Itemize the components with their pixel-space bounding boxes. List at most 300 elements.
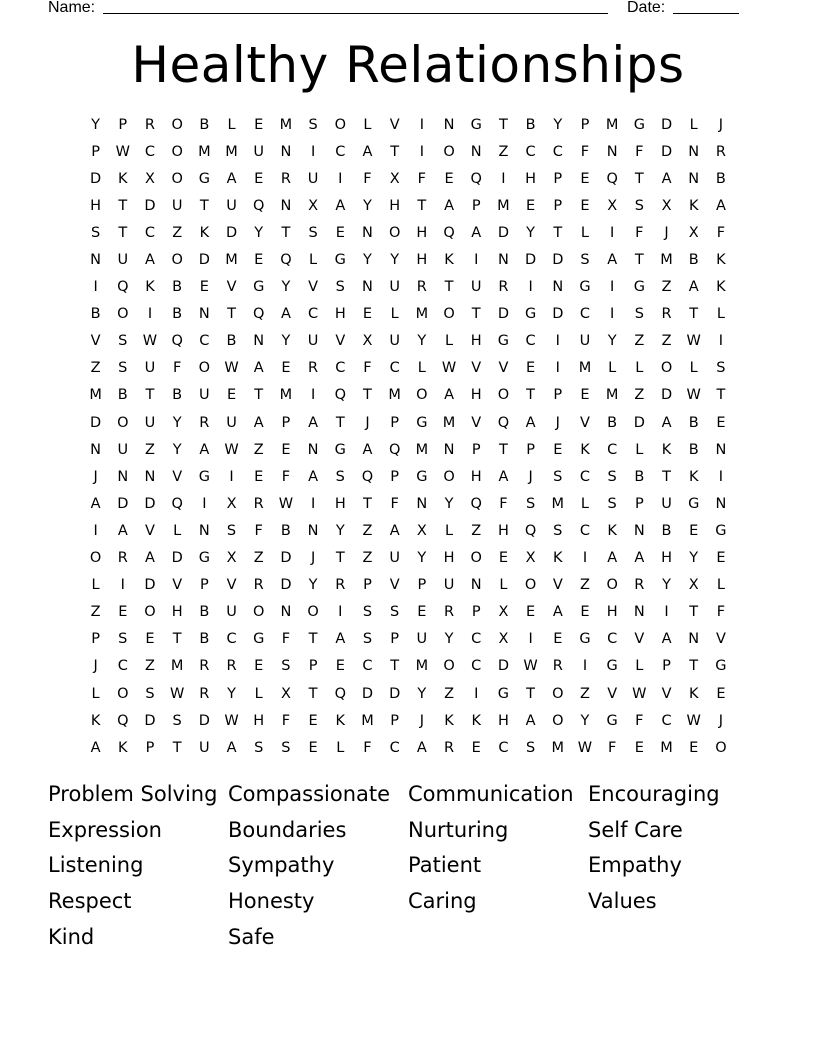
grid-cell[interactable]: H bbox=[334, 306, 346, 323]
grid-cell[interactable]: X bbox=[362, 333, 373, 350]
grid-cell[interactable]: V bbox=[226, 577, 237, 594]
grid-cell[interactable]: C bbox=[607, 441, 618, 458]
grid-cell[interactable]: T bbox=[363, 495, 372, 512]
grid-cell[interactable]: U bbox=[416, 631, 428, 648]
grid-cell[interactable]: Y bbox=[254, 224, 264, 241]
grid-cell[interactable]: M bbox=[279, 387, 293, 404]
grid-cell[interactable]: G bbox=[198, 468, 210, 485]
grid-cell[interactable]: H bbox=[416, 224, 428, 241]
grid-cell[interactable]: U bbox=[470, 279, 482, 296]
grid-cell[interactable]: V bbox=[90, 333, 101, 350]
grid-cell[interactable]: C bbox=[362, 658, 373, 675]
grid-cell[interactable]: P bbox=[553, 197, 563, 214]
grid-cell[interactable]: B bbox=[280, 522, 291, 539]
grid-cell[interactable]: E bbox=[634, 739, 644, 756]
grid-cell[interactable]: N bbox=[280, 143, 292, 160]
grid-cell[interactable]: Z bbox=[634, 333, 645, 350]
grid-cell[interactable]: E bbox=[308, 739, 318, 756]
grid-cell[interactable]: Q bbox=[253, 197, 265, 214]
grid-cell[interactable]: Q bbox=[117, 712, 129, 729]
grid-cell[interactable]: G bbox=[253, 279, 265, 296]
grid-cell[interactable]: P bbox=[281, 414, 291, 431]
grid-cell[interactable]: K bbox=[90, 712, 101, 729]
grid-cell[interactable]: T bbox=[634, 170, 644, 187]
grid-cell[interactable]: W bbox=[632, 685, 647, 702]
grid-cell[interactable]: C bbox=[144, 224, 156, 241]
grid-cell[interactable]: N bbox=[606, 143, 618, 160]
grid-cell[interactable]: B bbox=[199, 631, 210, 648]
grid-cell[interactable]: T bbox=[145, 387, 155, 404]
grid-cell[interactable]: A bbox=[199, 441, 210, 458]
grid-cell[interactable]: T bbox=[335, 414, 345, 431]
grid-cell[interactable]: I bbox=[718, 468, 724, 485]
grid-cell[interactable]: W bbox=[224, 712, 239, 729]
grid-cell[interactable]: U bbox=[389, 279, 400, 296]
grid-cell[interactable]: D bbox=[198, 252, 210, 269]
grid-cell[interactable]: M bbox=[415, 441, 429, 458]
grid-cell[interactable]: C bbox=[199, 333, 210, 350]
grid-cell[interactable]: C bbox=[471, 658, 482, 675]
grid-cell[interactable]: Q bbox=[280, 252, 292, 269]
grid-cell[interactable]: U bbox=[144, 414, 156, 431]
grid-cell[interactable]: X bbox=[416, 522, 427, 539]
grid-cell[interactable]: L bbox=[689, 116, 698, 133]
grid-cell[interactable]: P bbox=[199, 577, 209, 594]
grid-cell[interactable]: B bbox=[226, 333, 237, 350]
grid-cell[interactable]: V bbox=[634, 631, 645, 648]
grid-cell[interactable]: Q bbox=[361, 468, 374, 485]
grid-cell[interactable]: N bbox=[715, 441, 727, 458]
grid-cell[interactable]: N bbox=[470, 577, 482, 594]
grid-cell[interactable]: H bbox=[497, 712, 509, 729]
grid-cell[interactable]: R bbox=[199, 685, 210, 702]
grid-cell[interactable]: T bbox=[689, 658, 699, 675]
grid-cell[interactable]: G bbox=[715, 522, 727, 539]
grid-cell[interactable]: I bbox=[229, 468, 234, 485]
grid-cell[interactable]: D bbox=[361, 685, 374, 702]
grid-cell[interactable]: Z bbox=[471, 522, 482, 539]
grid-cell[interactable]: T bbox=[689, 306, 699, 323]
grid-cell[interactable]: F bbox=[635, 712, 644, 729]
grid-cell[interactable]: S bbox=[634, 197, 644, 214]
grid-cell[interactable]: L bbox=[580, 495, 590, 512]
grid-cell[interactable]: N bbox=[253, 333, 265, 350]
grid-cell[interactable]: A bbox=[362, 441, 373, 458]
grid-cell[interactable]: J bbox=[664, 224, 669, 241]
grid-cell[interactable]: T bbox=[553, 224, 563, 241]
grid-cell[interactable]: S bbox=[118, 333, 128, 350]
grid-cell[interactable]: P bbox=[471, 197, 481, 214]
grid-cell[interactable]: W bbox=[169, 685, 185, 702]
grid-cell[interactable]: Q bbox=[524, 522, 537, 539]
grid-cell[interactable]: C bbox=[226, 631, 237, 648]
grid-cell[interactable]: H bbox=[606, 604, 618, 621]
grid-cell[interactable]: D bbox=[171, 550, 183, 567]
grid-cell[interactable]: T bbox=[199, 197, 209, 214]
grid-cell[interactable]: H bbox=[334, 495, 346, 512]
grid-cell[interactable]: W bbox=[577, 739, 593, 756]
grid-cell[interactable]: X bbox=[308, 197, 319, 214]
grid-cell[interactable]: F bbox=[635, 224, 644, 241]
grid-cell[interactable]: N bbox=[117, 468, 129, 485]
grid-cell[interactable]: V bbox=[715, 631, 726, 648]
grid-cell[interactable]: D bbox=[90, 170, 102, 187]
grid-cell[interactable]: L bbox=[254, 685, 263, 702]
grid-cell[interactable]: D bbox=[497, 224, 509, 241]
grid-cell[interactable]: V bbox=[145, 522, 155, 539]
grid-cell[interactable]: C bbox=[661, 712, 672, 729]
grid-cell[interactable]: A bbox=[715, 197, 726, 214]
grid-cell[interactable]: A bbox=[525, 712, 536, 729]
grid-cell[interactable]: R bbox=[443, 739, 455, 756]
grid-cell[interactable]: X bbox=[389, 170, 400, 187]
grid-cell[interactable]: I bbox=[528, 631, 533, 648]
grid-cell[interactable]: E bbox=[226, 387, 237, 404]
grid-cell[interactable]: A bbox=[226, 170, 237, 187]
grid-cell[interactable]: Q bbox=[606, 170, 618, 187]
grid-cell[interactable]: A bbox=[335, 631, 346, 648]
grid-cell[interactable]: L bbox=[689, 360, 698, 377]
grid-cell[interactable]: K bbox=[118, 739, 128, 756]
grid-cell[interactable]: E bbox=[308, 712, 318, 729]
grid-cell[interactable]: E bbox=[716, 550, 726, 567]
grid-cell[interactable]: T bbox=[308, 685, 318, 702]
grid-cell[interactable]: N bbox=[144, 468, 156, 485]
grid-cell[interactable]: R bbox=[661, 306, 672, 323]
grid-cell[interactable]: L bbox=[390, 306, 399, 323]
grid-cell[interactable]: D bbox=[144, 577, 156, 594]
grid-cell[interactable]: I bbox=[202, 495, 207, 512]
grid-cell[interactable]: P bbox=[363, 577, 372, 594]
grid-cell[interactable]: K bbox=[688, 468, 699, 485]
grid-cell[interactable]: G bbox=[198, 170, 210, 187]
grid-cell[interactable]: S bbox=[281, 658, 291, 675]
grid-cell[interactable]: K bbox=[118, 170, 128, 187]
grid-cell[interactable]: E bbox=[254, 116, 264, 133]
grid-cell[interactable]: Z bbox=[661, 279, 672, 296]
grid-cell[interactable]: U bbox=[389, 333, 400, 350]
grid-cell[interactable]: M bbox=[442, 414, 456, 431]
grid-cell[interactable]: A bbox=[389, 522, 400, 539]
grid-cell[interactable]: A bbox=[661, 631, 672, 648]
grid-cell[interactable]: I bbox=[147, 306, 153, 323]
grid-cell[interactable]: D bbox=[144, 197, 156, 214]
grid-cell[interactable]: X bbox=[688, 224, 699, 241]
grid-cell[interactable]: Y bbox=[390, 252, 400, 269]
grid-cell[interactable]: P bbox=[390, 712, 400, 729]
grid-cell[interactable]: G bbox=[579, 279, 591, 296]
grid-cell[interactable]: T bbox=[444, 279, 454, 296]
grid-cell[interactable]: Y bbox=[335, 522, 345, 539]
grid-cell[interactable]: T bbox=[526, 685, 536, 702]
grid-cell[interactable]: S bbox=[90, 224, 101, 241]
grid-cell[interactable]: E bbox=[254, 170, 264, 187]
grid-cell[interactable]: I bbox=[310, 143, 316, 160]
grid-cell[interactable]: W bbox=[115, 143, 130, 160]
grid-cell[interactable]: M bbox=[198, 143, 211, 160]
grid-cell[interactable]: E bbox=[716, 685, 726, 702]
grid-cell[interactable]: E bbox=[335, 658, 345, 675]
grid-cell[interactable]: Z bbox=[90, 604, 101, 621]
grid-cell[interactable]: T bbox=[172, 631, 182, 648]
grid-cell[interactable]: A bbox=[471, 224, 482, 241]
grid-cell[interactable]: H bbox=[171, 604, 183, 621]
grid-cell[interactable]: P bbox=[390, 631, 400, 648]
grid-cell[interactable]: N bbox=[633, 522, 645, 539]
grid-cell[interactable]: U bbox=[307, 333, 319, 350]
grid-cell[interactable]: T bbox=[254, 387, 264, 404]
grid-cell[interactable]: V bbox=[498, 360, 509, 377]
grid-cell[interactable]: O bbox=[198, 360, 211, 377]
grid-cell[interactable]: Q bbox=[171, 333, 183, 350]
grid-cell[interactable]: O bbox=[117, 306, 129, 323]
grid-cell[interactable]: I bbox=[474, 252, 479, 269]
grid-cell[interactable]: X bbox=[498, 604, 509, 621]
grid-cell[interactable]: M bbox=[660, 739, 673, 756]
grid-cell[interactable]: H bbox=[443, 550, 455, 567]
grid-cell[interactable]: E bbox=[716, 414, 726, 431]
grid-cell[interactable]: R bbox=[280, 170, 291, 187]
grid-cell[interactable]: L bbox=[227, 116, 236, 133]
grid-cell[interactable]: G bbox=[198, 550, 210, 567]
grid-cell[interactable]: O bbox=[171, 170, 183, 187]
grid-cell[interactable]: E bbox=[471, 739, 481, 756]
grid-cell[interactable]: P bbox=[91, 143, 100, 160]
grid-cell[interactable]: G bbox=[497, 685, 510, 702]
grid-cell[interactable]: Z bbox=[145, 658, 155, 675]
grid-cell[interactable]: M bbox=[388, 387, 401, 404]
grid-cell[interactable]: Y bbox=[417, 685, 427, 702]
grid-cell[interactable]: B bbox=[90, 306, 101, 323]
grid-cell[interactable]: U bbox=[661, 495, 672, 512]
grid-cell[interactable]: D bbox=[280, 577, 292, 594]
grid-cell[interactable]: L bbox=[499, 577, 508, 594]
grid-cell[interactable]: T bbox=[498, 441, 508, 458]
grid-cell[interactable]: I bbox=[664, 604, 669, 621]
grid-cell[interactable]: B bbox=[688, 252, 699, 269]
grid-cell[interactable]: K bbox=[444, 712, 454, 729]
grid-cell[interactable]: I bbox=[93, 522, 98, 539]
grid-cell[interactable]: C bbox=[308, 306, 319, 323]
grid-cell[interactable]: F bbox=[607, 739, 617, 756]
grid-cell[interactable]: X bbox=[525, 550, 536, 567]
grid-cell[interactable]: D bbox=[117, 495, 129, 512]
grid-cell[interactable]: S bbox=[607, 468, 617, 485]
grid-cell[interactable]: P bbox=[417, 577, 427, 594]
grid-cell[interactable]: H bbox=[497, 522, 509, 539]
grid-cell[interactable]: M bbox=[170, 658, 184, 675]
grid-cell[interactable]: Z bbox=[444, 685, 454, 702]
grid-cell[interactable]: A bbox=[308, 414, 319, 431]
grid-cell[interactable]: A bbox=[525, 414, 536, 431]
grid-cell[interactable]: L bbox=[580, 224, 590, 241]
grid-cell[interactable]: Q bbox=[253, 306, 265, 323]
grid-cell[interactable]: P bbox=[471, 441, 481, 458]
grid-cell[interactable]: G bbox=[253, 631, 265, 648]
grid-cell[interactable]: I bbox=[718, 333, 724, 350]
grid-cell[interactable]: U bbox=[226, 604, 237, 621]
grid-cell[interactable]: C bbox=[335, 360, 346, 377]
grid-cell[interactable]: X bbox=[226, 550, 237, 567]
grid-cell[interactable]: U bbox=[199, 387, 210, 404]
grid-cell[interactable]: A bbox=[607, 252, 618, 269]
grid-cell[interactable]: J bbox=[93, 658, 98, 675]
grid-cell[interactable]: N bbox=[307, 441, 319, 458]
grid-cell[interactable]: T bbox=[118, 224, 128, 241]
grid-cell[interactable]: O bbox=[660, 360, 673, 377]
grid-cell[interactable]: V bbox=[471, 414, 482, 431]
grid-cell[interactable]: Q bbox=[117, 279, 129, 296]
grid-cell[interactable]: A bbox=[416, 739, 427, 756]
grid-cell[interactable]: E bbox=[444, 170, 454, 187]
grid-cell[interactable]: T bbox=[689, 604, 699, 621]
grid-cell[interactable]: L bbox=[173, 522, 182, 539]
grid-cell[interactable]: X bbox=[688, 577, 699, 594]
grid-cell[interactable]: N bbox=[362, 224, 373, 241]
grid-cell[interactable]: O bbox=[497, 387, 510, 404]
grid-cell[interactable]: D bbox=[497, 306, 509, 323]
grid-cell[interactable]: I bbox=[582, 550, 588, 567]
grid-cell[interactable]: M bbox=[415, 306, 429, 323]
grid-cell[interactable]: S bbox=[525, 739, 536, 756]
grid-cell[interactable]: Y bbox=[689, 550, 699, 567]
grid-cell[interactable]: O bbox=[117, 685, 129, 702]
grid-cell[interactable]: U bbox=[253, 143, 265, 160]
grid-cell[interactable]: F bbox=[390, 495, 399, 512]
grid-cell[interactable]: M bbox=[605, 387, 619, 404]
grid-cell[interactable]: C bbox=[144, 143, 156, 160]
grid-cell[interactable]: P bbox=[662, 658, 671, 675]
grid-cell[interactable]: O bbox=[443, 306, 455, 323]
grid-cell[interactable]: E bbox=[417, 604, 427, 621]
grid-cell[interactable]: E bbox=[254, 252, 264, 269]
grid-cell[interactable]: L bbox=[716, 577, 725, 594]
grid-cell[interactable]: R bbox=[253, 577, 264, 594]
grid-cell[interactable]: F bbox=[716, 604, 726, 621]
grid-cell[interactable]: J bbox=[528, 468, 533, 485]
grid-cell[interactable]: E bbox=[498, 550, 508, 567]
grid-cell[interactable]: W bbox=[686, 712, 701, 729]
grid-cell[interactable]: U bbox=[226, 197, 237, 214]
grid-cell[interactable]: I bbox=[582, 658, 588, 675]
grid-cell[interactable]: R bbox=[715, 143, 726, 160]
grid-cell[interactable]: L bbox=[716, 306, 725, 323]
grid-cell[interactable]: F bbox=[281, 468, 291, 485]
grid-cell[interactable]: N bbox=[90, 441, 102, 458]
grid-cell[interactable]: P bbox=[390, 468, 400, 485]
grid-cell[interactable]: L bbox=[417, 360, 426, 377]
grid-cell[interactable]: O bbox=[443, 468, 455, 485]
grid-cell[interactable]: G bbox=[334, 441, 346, 458]
grid-cell[interactable]: E bbox=[580, 387, 590, 404]
grid-cell[interactable]: R bbox=[226, 658, 237, 675]
grid-cell[interactable]: W bbox=[686, 387, 701, 404]
grid-cell[interactable]: O bbox=[253, 604, 265, 621]
grid-cell[interactable]: I bbox=[610, 224, 615, 241]
grid-cell[interactable]: O bbox=[171, 116, 183, 133]
grid-cell[interactable]: D bbox=[225, 224, 238, 241]
grid-cell[interactable]: L bbox=[444, 522, 454, 539]
grid-cell[interactable]: Y bbox=[308, 577, 318, 594]
grid-cell[interactable]: A bbox=[552, 604, 563, 621]
grid-cell[interactable]: B bbox=[634, 468, 645, 485]
grid-cell[interactable]: U bbox=[199, 739, 210, 756]
grid-cell[interactable]: G bbox=[579, 631, 591, 648]
grid-cell[interactable]: S bbox=[362, 604, 373, 621]
grid-cell[interactable]: U bbox=[389, 550, 400, 567]
grid-cell[interactable]: D bbox=[552, 306, 564, 323]
grid-cell[interactable]: I bbox=[120, 577, 125, 594]
grid-cell[interactable]: Y bbox=[607, 333, 617, 350]
grid-cell[interactable]: O bbox=[416, 387, 428, 404]
grid-cell[interactable]: N bbox=[280, 604, 292, 621]
grid-cell[interactable]: V bbox=[172, 577, 183, 594]
grid-cell[interactable]: C bbox=[607, 631, 618, 648]
grid-cell[interactable]: F bbox=[254, 522, 263, 539]
grid-cell[interactable]: T bbox=[526, 387, 536, 404]
grid-cell[interactable]: S bbox=[308, 116, 318, 133]
grid-cell[interactable]: H bbox=[90, 197, 102, 214]
grid-cell[interactable]: J bbox=[718, 712, 724, 729]
grid-cell[interactable]: S bbox=[553, 522, 563, 539]
grid-cell[interactable]: H bbox=[661, 550, 672, 567]
grid-cell[interactable]: E bbox=[145, 631, 155, 648]
grid-cell[interactable]: A bbox=[308, 468, 319, 485]
grid-cell[interactable]: V bbox=[389, 116, 400, 133]
grid-cell[interactable]: H bbox=[470, 468, 482, 485]
grid-cell[interactable]: T bbox=[390, 658, 400, 675]
grid-cell[interactable]: S bbox=[254, 739, 264, 756]
grid-cell[interactable]: H bbox=[416, 252, 428, 269]
grid-cell[interactable]: S bbox=[362, 631, 373, 648]
grid-cell[interactable]: A bbox=[145, 252, 155, 269]
grid-cell[interactable]: Z bbox=[498, 143, 509, 160]
grid-cell[interactable]: J bbox=[365, 414, 370, 431]
grid-cell[interactable]: D bbox=[660, 387, 673, 404]
grid-cell[interactable]: Y bbox=[172, 414, 182, 431]
grid-cell[interactable]: O bbox=[606, 577, 618, 594]
grid-cell[interactable]: S bbox=[390, 604, 400, 621]
grid-cell[interactable]: C bbox=[579, 306, 591, 323]
grid-cell[interactable]: S bbox=[172, 712, 182, 729]
grid-cell[interactable]: Y bbox=[281, 333, 291, 350]
grid-cell[interactable]: G bbox=[606, 658, 618, 675]
grid-cell[interactable]: Y bbox=[417, 333, 427, 350]
grid-cell[interactable]: M bbox=[497, 197, 510, 214]
grid-cell[interactable]: L bbox=[336, 739, 345, 756]
grid-cell[interactable]: T bbox=[498, 116, 508, 133]
grid-cell[interactable]: D bbox=[144, 712, 156, 729]
grid-cell[interactable]: K bbox=[580, 441, 590, 458]
grid-cell[interactable]: Q bbox=[443, 224, 455, 241]
grid-cell[interactable]: S bbox=[716, 360, 726, 377]
grid-cell[interactable]: A bbox=[607, 550, 618, 567]
grid-cell[interactable]: B bbox=[199, 604, 210, 621]
grid-cell[interactable]: P bbox=[91, 631, 100, 648]
grid-cell[interactable]: O bbox=[89, 550, 102, 567]
grid-cell[interactable]: M bbox=[225, 252, 238, 269]
grid-cell[interactable]: C bbox=[471, 631, 482, 648]
grid-cell[interactable]: Z bbox=[362, 522, 373, 539]
grid-cell[interactable]: Y bbox=[444, 631, 454, 648]
grid-cell[interactable]: O bbox=[552, 685, 564, 702]
grid-cell[interactable]: Y bbox=[553, 116, 563, 133]
grid-cell[interactable]: G bbox=[524, 306, 537, 323]
grid-cell[interactable]: V bbox=[552, 577, 563, 594]
grid-cell[interactable]: N bbox=[280, 197, 292, 214]
grid-cell[interactable]: Z bbox=[253, 550, 264, 567]
grid-cell[interactable]: Z bbox=[634, 387, 645, 404]
